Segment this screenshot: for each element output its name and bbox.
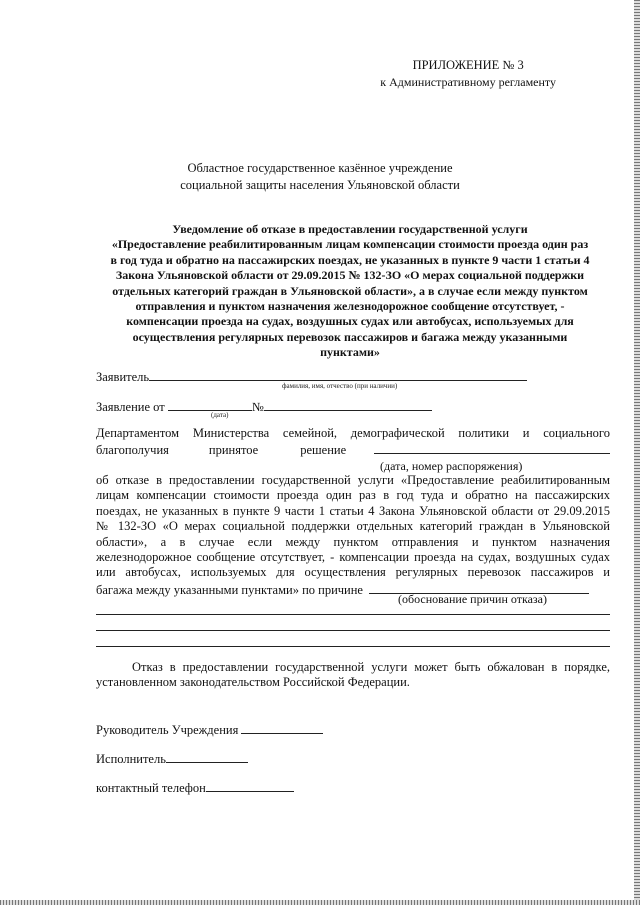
reason-hint: (обоснование причин отказа) bbox=[398, 592, 547, 606]
department-word: благополучия bbox=[96, 443, 169, 458]
refusal-line: № 132-ЗО «О мерах социальной поддержки отдельных категорий граждан в Ульяновской bbox=[96, 519, 610, 534]
refusal-line: лицам компенсации стоимости проезда один раз в год туда и обратно на пассажирских bbox=[96, 488, 610, 503]
organization-line-1: Областное государственное казённое учреждение bbox=[187, 161, 453, 175]
notice-title-line: осуществления регулярных перевозок пассажиров и багажа между указанными bbox=[132, 329, 568, 344]
date-hint: (дата) bbox=[211, 411, 229, 419]
phone-field[interactable] bbox=[206, 779, 294, 792]
decision-field[interactable] bbox=[374, 441, 610, 454]
appeal-line-2: установленном законодательством Российской Федерации. bbox=[96, 675, 410, 690]
notice-title-line: пунктами» bbox=[320, 345, 380, 360]
refusal-line: поездах, не указанных в пункте 9 части 1 статьи 4 Закона Ульяновской области от 29.09.2015 bbox=[96, 503, 610, 518]
refusal-last-text: багажа между указанными пунктами» по причине bbox=[96, 582, 363, 597]
notice-title-line: Закона Ульяновской области от 29.09.2015 № 132-ЗО «О мерах социальной поддержки bbox=[115, 268, 585, 283]
organization-line-2: социальной защиты населения Ульяновской области bbox=[180, 178, 460, 192]
reason-blank-line[interactable] bbox=[96, 614, 610, 615]
executor-label: Исполнитель bbox=[96, 752, 166, 766]
appeal-line-1: Отказ в предоставлении государственной услуги может быть обжалован в порядке, bbox=[132, 660, 610, 674]
notice-title-line: Уведомление об отказе в предоставлении государственной услуги bbox=[172, 222, 528, 236]
department-word: принятое bbox=[208, 443, 259, 458]
scan-right-edge bbox=[634, 0, 640, 905]
appendix-subtitle: к Административному регламенту bbox=[380, 75, 556, 89]
reason-blank-line[interactable] bbox=[96, 646, 610, 647]
reason-blank-line[interactable] bbox=[96, 630, 610, 631]
refusal-line: железнодорожное сообщение отсутствует, - компенсации проезда на судах, воздушных судах bbox=[96, 550, 610, 565]
head-label: Руководитель Учреждения bbox=[96, 723, 239, 737]
notice-title bbox=[90, 222, 610, 361]
refusal-line: об отказе в предоставлении государственной услуги «Предоставление реабилитированным bbox=[96, 473, 610, 487]
head-signature-row bbox=[96, 721, 323, 738]
applicant-hint: фамилия, имя, отчество (при наличии) bbox=[282, 382, 398, 390]
executor-row bbox=[96, 750, 248, 767]
organization-name bbox=[0, 160, 640, 194]
department-line-2 bbox=[96, 441, 610, 458]
scan-bottom-edge bbox=[0, 900, 640, 905]
head-signature-field[interactable] bbox=[241, 721, 323, 734]
application-label: Заявление от bbox=[96, 400, 165, 414]
notice-title-line: отдельных категорий граждан в Ульяновской области», а в случае если между пунктом bbox=[112, 283, 588, 298]
refusal-line: области», а в случае если между пунктом отправления и пунктом назначения bbox=[96, 534, 610, 549]
appeal-paragraph bbox=[96, 660, 610, 691]
notice-title-line: компенсации проезда на судах, воздушных судах или автобусах, используемых для bbox=[126, 314, 574, 329]
decision-hint: (дата, номер распоряжения) bbox=[380, 459, 523, 473]
refusal-line: или автобусах, используемых для осуществления регулярных перевозок пассажиров и bbox=[96, 565, 610, 580]
notice-title-line: в год туда и обратно на пассажирских поездах, не указанных в пункте 9 части 1 статьи 4 bbox=[110, 252, 590, 267]
notice-title-line: «Предоставление реабилитированным лицам компенсации стоимости проезда один раз bbox=[111, 237, 589, 252]
notice-title-line: отправления и пунктом назначения железнодорожное сообщение отсутствует, - bbox=[135, 299, 565, 314]
executor-field[interactable] bbox=[166, 750, 248, 763]
appendix-header bbox=[380, 57, 556, 91]
appendix-title: ПРИЛОЖЕНИЕ № 3 bbox=[412, 58, 524, 72]
phone-label: контактный телефон bbox=[96, 781, 206, 795]
phone-row bbox=[96, 779, 294, 796]
department-line-1: Департаментом Министерства семейной, демографической политики и социального bbox=[96, 426, 610, 440]
application-row bbox=[96, 398, 432, 415]
refusal-paragraph bbox=[96, 473, 610, 598]
department-paragraph bbox=[96, 426, 610, 459]
application-number-label: № bbox=[251, 400, 264, 414]
department-word: решение bbox=[300, 443, 347, 458]
applicant-field[interactable] bbox=[149, 368, 527, 381]
application-number-field[interactable] bbox=[264, 398, 432, 411]
applicant-label: Заявитель bbox=[96, 370, 150, 384]
application-date-field[interactable] bbox=[168, 398, 252, 411]
